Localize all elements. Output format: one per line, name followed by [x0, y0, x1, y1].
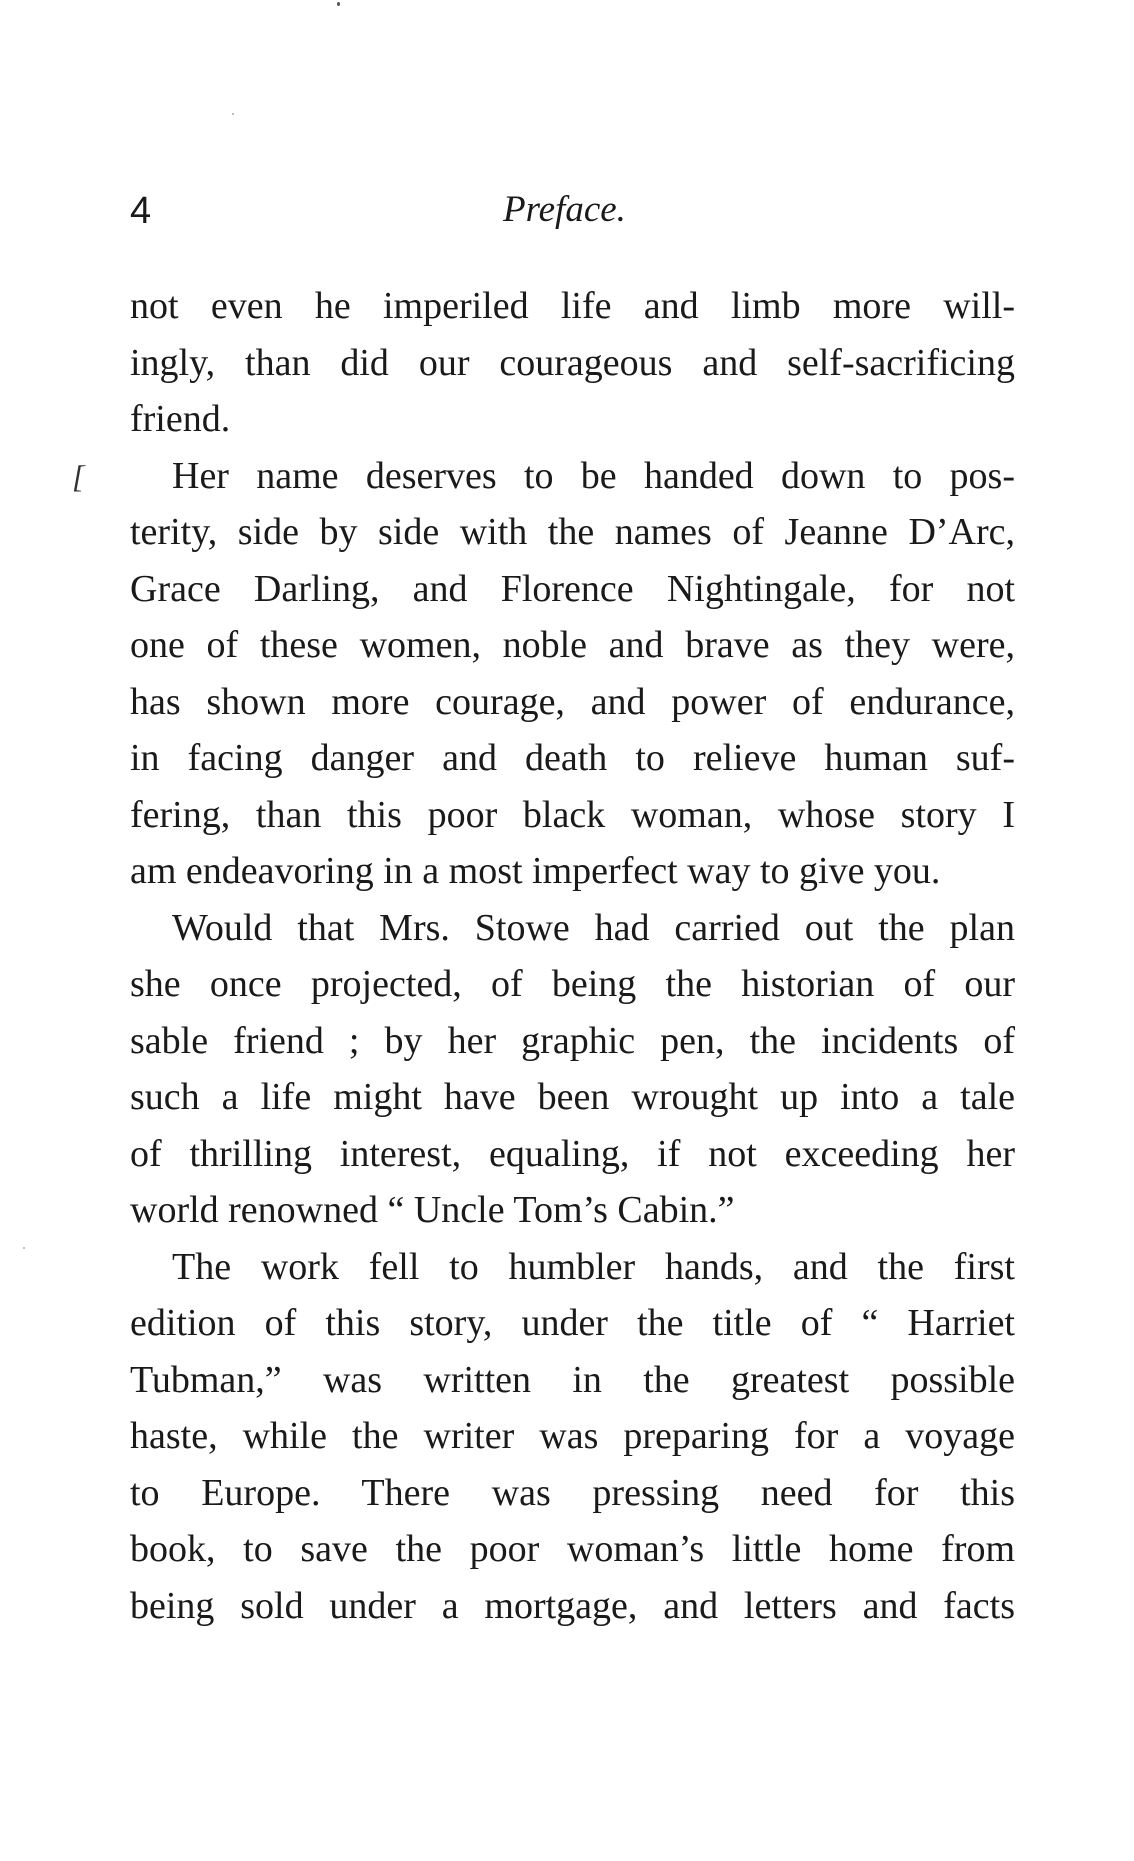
text-line: friend. — [130, 398, 231, 440]
text-line: Would that Mrs. Stowe had carried out the plan — [172, 906, 1015, 949]
text-line: Grace Darling, and Florence Nightingale, for not — [130, 567, 1015, 610]
paper-speck — [232, 113, 234, 115]
text-line: being sold under a mortgage, and letters and facts — [130, 1584, 1015, 1627]
text-line: world renowned “ Uncle Tom’s Cabin.” — [130, 1189, 735, 1231]
text-line: to Europe. There was pressing need for this — [130, 1471, 1015, 1514]
text-line: has shown more courage, and power of endurance, — [130, 680, 1015, 723]
text-line: edition of this story, under the title of “ Harriet — [130, 1302, 1015, 1344]
text-line: one of these women, noble and brave as they were, — [130, 624, 1015, 666]
page-header — [130, 190, 1015, 240]
text-line: haste, while the writer was preparing for a voyage — [130, 1415, 1015, 1457]
paragraph — [130, 900, 1015, 1239]
body-text — [130, 278, 1015, 1634]
text-line: Her name deserves to be handed down to pos- — [172, 454, 1015, 497]
page-number: 4 — [130, 190, 152, 232]
paragraph — [130, 1239, 1015, 1635]
text-line: ingly, than did our courageous and self-sacrificing — [130, 341, 1015, 384]
paper-speck — [337, 2, 340, 6]
text-line: book, to save the poor woman’s little home from — [130, 1528, 1015, 1570]
text-line: of thrilling interest, equaling, if not exceeding her — [130, 1132, 1015, 1175]
text-line: not even he imperiled life and limb more will- — [130, 285, 1015, 327]
paragraph — [130, 448, 1015, 900]
text-line: terity, side by side with the names of Jeanne D’Arc, — [130, 511, 1015, 553]
text-line: am endeavoring in a most imperfect way to give you. — [130, 850, 941, 892]
paper-speck — [23, 1247, 25, 1249]
text-line: sable friend ; by her graphic pen, the incidents of — [130, 1019, 1015, 1062]
paragraph — [130, 278, 1015, 448]
text-line: she once projected, of being the historian of our — [130, 963, 1015, 1005]
text-line: in facing danger and death to relieve human suf- — [130, 737, 1015, 779]
running-head: Preface. — [503, 189, 626, 230]
text-line: fering, than this poor black woman, whose story I — [130, 793, 1015, 836]
text-line: such a life might have been wrought up into a tale — [130, 1076, 1015, 1118]
margin-mark: [ — [72, 458, 85, 494]
text-line: The work fell to humbler hands, and the first — [172, 1245, 1015, 1288]
text-line: Tubman,” was written in the greatest possible — [130, 1358, 1015, 1401]
